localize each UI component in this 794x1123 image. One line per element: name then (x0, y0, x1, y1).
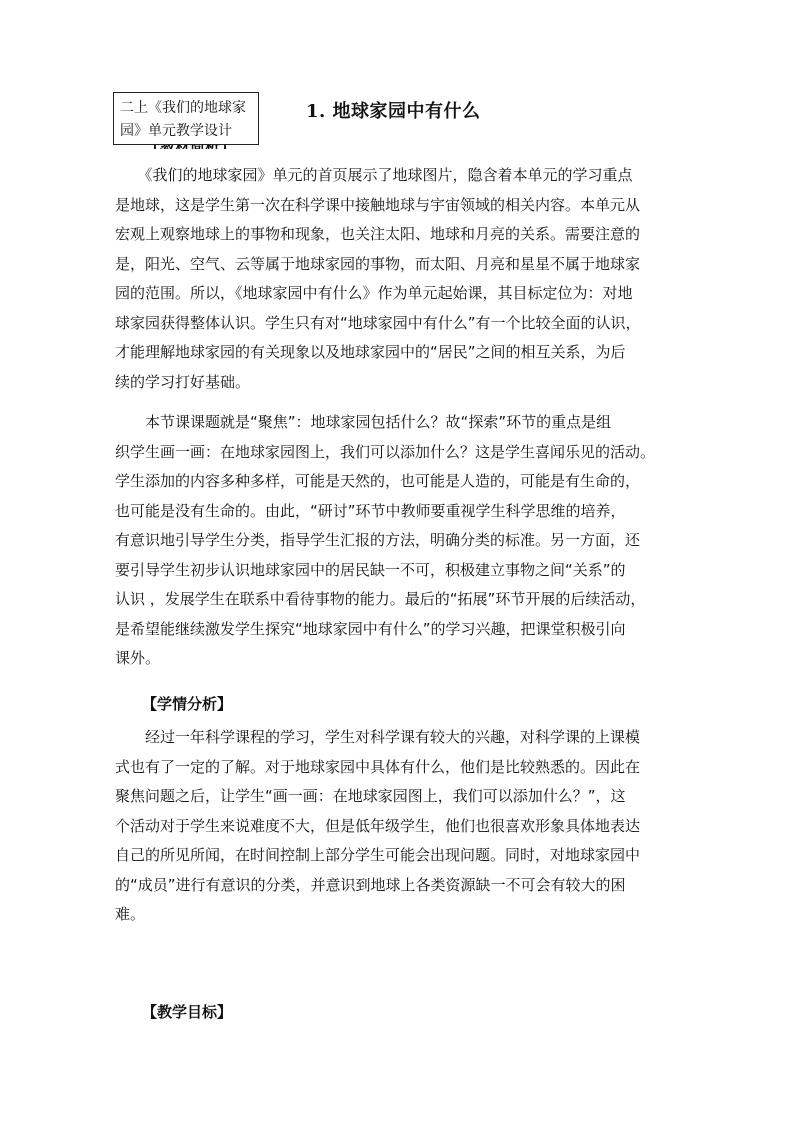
lesson-title: 1. 地球家园中有什么 (306, 101, 481, 122)
student-analysis-paragraph (115, 723, 705, 930)
material-analysis-p2-line: 也可能是没有生命的。由此，“研讨”环节中教师要重视学生科学思维的培养， (115, 501, 626, 520)
material-analysis-p2-line: 课外。 (115, 649, 161, 667)
student-analysis-p-line: 聚焦问题之后，让学生“画一画：在地球家园图上，我们可以添加什么？”，这 (115, 787, 626, 805)
material-analysis-p1-line: 续的学习打好基础。 (115, 372, 251, 391)
student-analysis-heading: 【学情分析】 (142, 695, 233, 713)
material-analysis-p2-line: 要引导学生初步认识地球家园中的居民缺一不可，积极建立事物之间“关系”的 (115, 560, 626, 579)
material-analysis-p2-line: 认识 ，发展学生在联系中看待事物的能力。最后的“拓展”环节开展的后续活动， (115, 590, 646, 608)
teaching-goals-heading: 【教学目标】 (142, 1003, 233, 1021)
material-analysis-p2-line: 有意识地引导学生分类，指导学生汇报的方法，明确分类的标准。另一方面，还 (115, 531, 641, 549)
student-analysis-p-line: 个活动对于学生来说难度不大，但是低年级学生，他们也很喜欢形象具体地表达 (115, 816, 641, 835)
material-analysis-p2-line: 织学生画一画：在地球家园图上，我们可以添加什么？这是学生喜闻乐见的活动。 (115, 442, 656, 461)
material-analysis-p1-line: 是，阳光、空气、云等属于地球家园的事物，而太阳、月亮和星星不属于地球家 (115, 254, 641, 273)
material-analysis-p1-line: 园的范围。所以，《地球家园中有什么》作为单元起始课，其目标定位为：对地 (115, 284, 633, 302)
material-analysis-p1-line: 球家园获得整体认识。学生只有对“地球家园中有什么”有一个比较全面的认识， (115, 313, 641, 332)
material-analysis-p2-line: 本节课课题就是“聚焦”：地球家园包括什么？故“探索”环节的重点是组 (115, 413, 612, 431)
student-analysis-p-line: 难。 (115, 905, 146, 923)
unit-label-line-2: 园》单元教学设计 (120, 123, 232, 139)
material-analysis-paragraph-1 (115, 161, 705, 397)
material-analysis-p1-line: 才能理解地球家园的有关现象以及地球家园中的“居民”之间的相互关系，为后 (115, 343, 626, 361)
material-analysis-p1-line: 宏观上观察地球上的事物和现象，也关注太阳、地球和月亮的关系。需要注意的 (115, 225, 641, 243)
material-analysis-p2-line: 学生添加的内容多种多样，可能是天然的，也可能是人造的，可能是有生命的， (115, 472, 641, 490)
student-analysis-p-line: 经过一年科学课程的学习，学生对科学课有较大的兴趣，对科学课的上课模 (115, 728, 641, 746)
material-analysis-p2-line: 是希望能继续激发学生探究“地球家园中有什么”的学习兴趣，把课堂积极引向 (115, 619, 626, 638)
material-analysis-p1-line: 《我们的地球家园》单元的首页展示了地球图片，隐含着本单元的学习重点 (115, 166, 633, 184)
student-analysis-p-line: 式也有了一定的了解。对于地球家园中具体有什么，他们是比较熟悉的。因此在 (115, 757, 641, 776)
unit-label-line-1: 二上《我们的地球家 (120, 100, 246, 116)
unit-label-box (113, 92, 259, 145)
material-analysis-p1-line: 是地球，这是学生第一次在科学课中接触地球与宇宙领域的相关内容。本单元从 (115, 195, 641, 214)
material-analysis-paragraph-2 (115, 408, 705, 674)
student-analysis-p-line: 自己的所见所闻，在时间控制上部分学生可能会出现问题。同时，对地球家园中 (115, 846, 641, 864)
student-analysis-p-line: 的“成员”进行有意识的分类，并意识到地球上各类资源缺一不可会有较大的困 (115, 875, 626, 894)
